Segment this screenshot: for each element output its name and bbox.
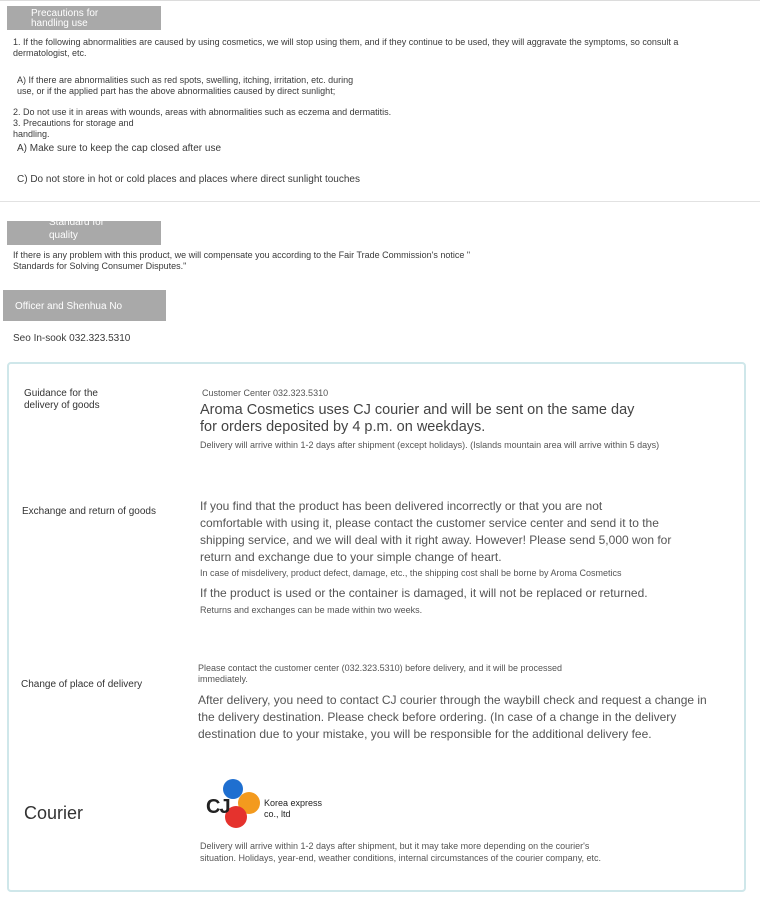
courier-note-line2: situation. Holidays, year-end, weather conditions, internal circumstances of the courier company, etc.: [200, 853, 602, 863]
precautions-header-line2: handling use: [31, 18, 88, 29]
officer-header-text: Officer and Shenhua No: [15, 301, 123, 312]
top-divider: [0, 0, 760, 1]
cj-logo-line1: Korea express: [264, 798, 323, 808]
precaution-item-3-line2: handling.: [13, 129, 50, 139]
precaution-item-a-line1: A) If there are abnormalities such as red spots, swelling, itching, irritation, etc. during: [17, 75, 354, 85]
exchange-label: Exchange and return of goods: [22, 506, 156, 517]
quality-text-line1: If there is any problem with this product, we will compensate you according to the Fair Trade Commission's notice ": [13, 250, 471, 260]
quality-text-line2: Standards for Solving Consumer Disputes.": [13, 261, 187, 271]
change-contact-line1: Please contact the customer center (032.323.5310) before delivery, and it will be processed: [198, 663, 563, 673]
change-after-line2: the delivery destination. Please check before ordering. (In case of a change in the delivery: [198, 710, 677, 724]
guidance-label-line1: Guidance for the: [24, 388, 98, 399]
officer-contact: Seo In-sook 032.323.5310: [13, 333, 131, 344]
courier-note-line1: Delivery will arrive within 1-2 days after shipment, but it may take more depending on the courier's: [200, 841, 590, 851]
change-label: Change of place of delivery: [21, 679, 143, 690]
cj-logo-line2: co., ltd: [264, 809, 291, 819]
misdelivery-note: In case of misdelivery, product defect, damage, etc., the shipping cost shall be borne by Aroma Cosmetics: [200, 568, 622, 578]
guidance-label-line2: delivery of goods: [24, 400, 100, 411]
storage-item-c: C) Do not store in hot or cold places and places where direct sunlight touches: [17, 174, 360, 185]
customer-center: Customer Center 032.323.5310: [202, 388, 329, 398]
exchange-para-line4: return and exchange due to your simple change of heart.: [200, 550, 502, 564]
precautions-header-line1: Precautions for: [31, 8, 99, 19]
exchange-para-line2: comfortable with using it, please contact the customer service center and send it to the: [200, 516, 659, 530]
quality-header-line2: quality: [49, 230, 78, 241]
precaution-item-a-line2: use, or if the applied part has the above abnormalities caused by direct sunlight;: [17, 86, 336, 96]
change-after-line3: destination due to your mistake, you will be responsible for the additional delivery fee.: [198, 727, 652, 741]
precaution-item-3-line1: 3. Precautions for storage and: [13, 118, 134, 128]
exchange-para-line3: shipping service, and we will deal with it right away. However! Please send 5,000 won for: [200, 533, 672, 547]
section-divider: [0, 201, 760, 202]
quality-header-line1: Standard for: [49, 217, 105, 228]
precaution-item-2: 2. Do not use it in areas with wounds, areas with abnormalities such as eczema and dermatitis.: [13, 107, 392, 117]
officer-header: [3, 290, 166, 321]
delivery-note: Delivery will arrive within 1-2 days after shipment (except holidays). (Islands mountain area will arrive within 5 days): [200, 440, 660, 450]
cj-logo-letters: CJ: [206, 796, 230, 818]
change-after-line1: After delivery, you need to contact CJ courier through the waybill check and request a change in: [198, 693, 707, 707]
two-weeks-note: Returns and exchanges can be made within two weeks.: [200, 605, 423, 615]
precautions-header: [7, 6, 161, 30]
precaution-item-1-line1: 1. If the following abnormalities are caused by using cosmetics, we will stop using them, and if they continue to be used, they will aggravate the symptoms, so consult a: [13, 37, 679, 47]
change-contact-line2: immediately.: [198, 674, 248, 684]
delivery-main-line2: for orders deposited by 4 p.m. on weekdays.: [200, 419, 486, 435]
courier-label: Courier: [24, 803, 84, 823]
cj-logo: [202, 777, 342, 829]
storage-item-a: A) Make sure to keep the cap closed after use: [17, 143, 221, 154]
precaution-item-1-line2: dermatologist, etc.: [13, 48, 87, 58]
used-product-note: If the product is used or the container is damaged, it will not be replaced or returned.: [200, 586, 648, 600]
exchange-para-line1: If you find that the product has been delivered incorrectly or that you are not: [200, 499, 603, 513]
delivery-main-line1: Aroma Cosmetics uses CJ courier and will be sent on the same day: [200, 402, 635, 418]
quality-header: [7, 217, 161, 245]
